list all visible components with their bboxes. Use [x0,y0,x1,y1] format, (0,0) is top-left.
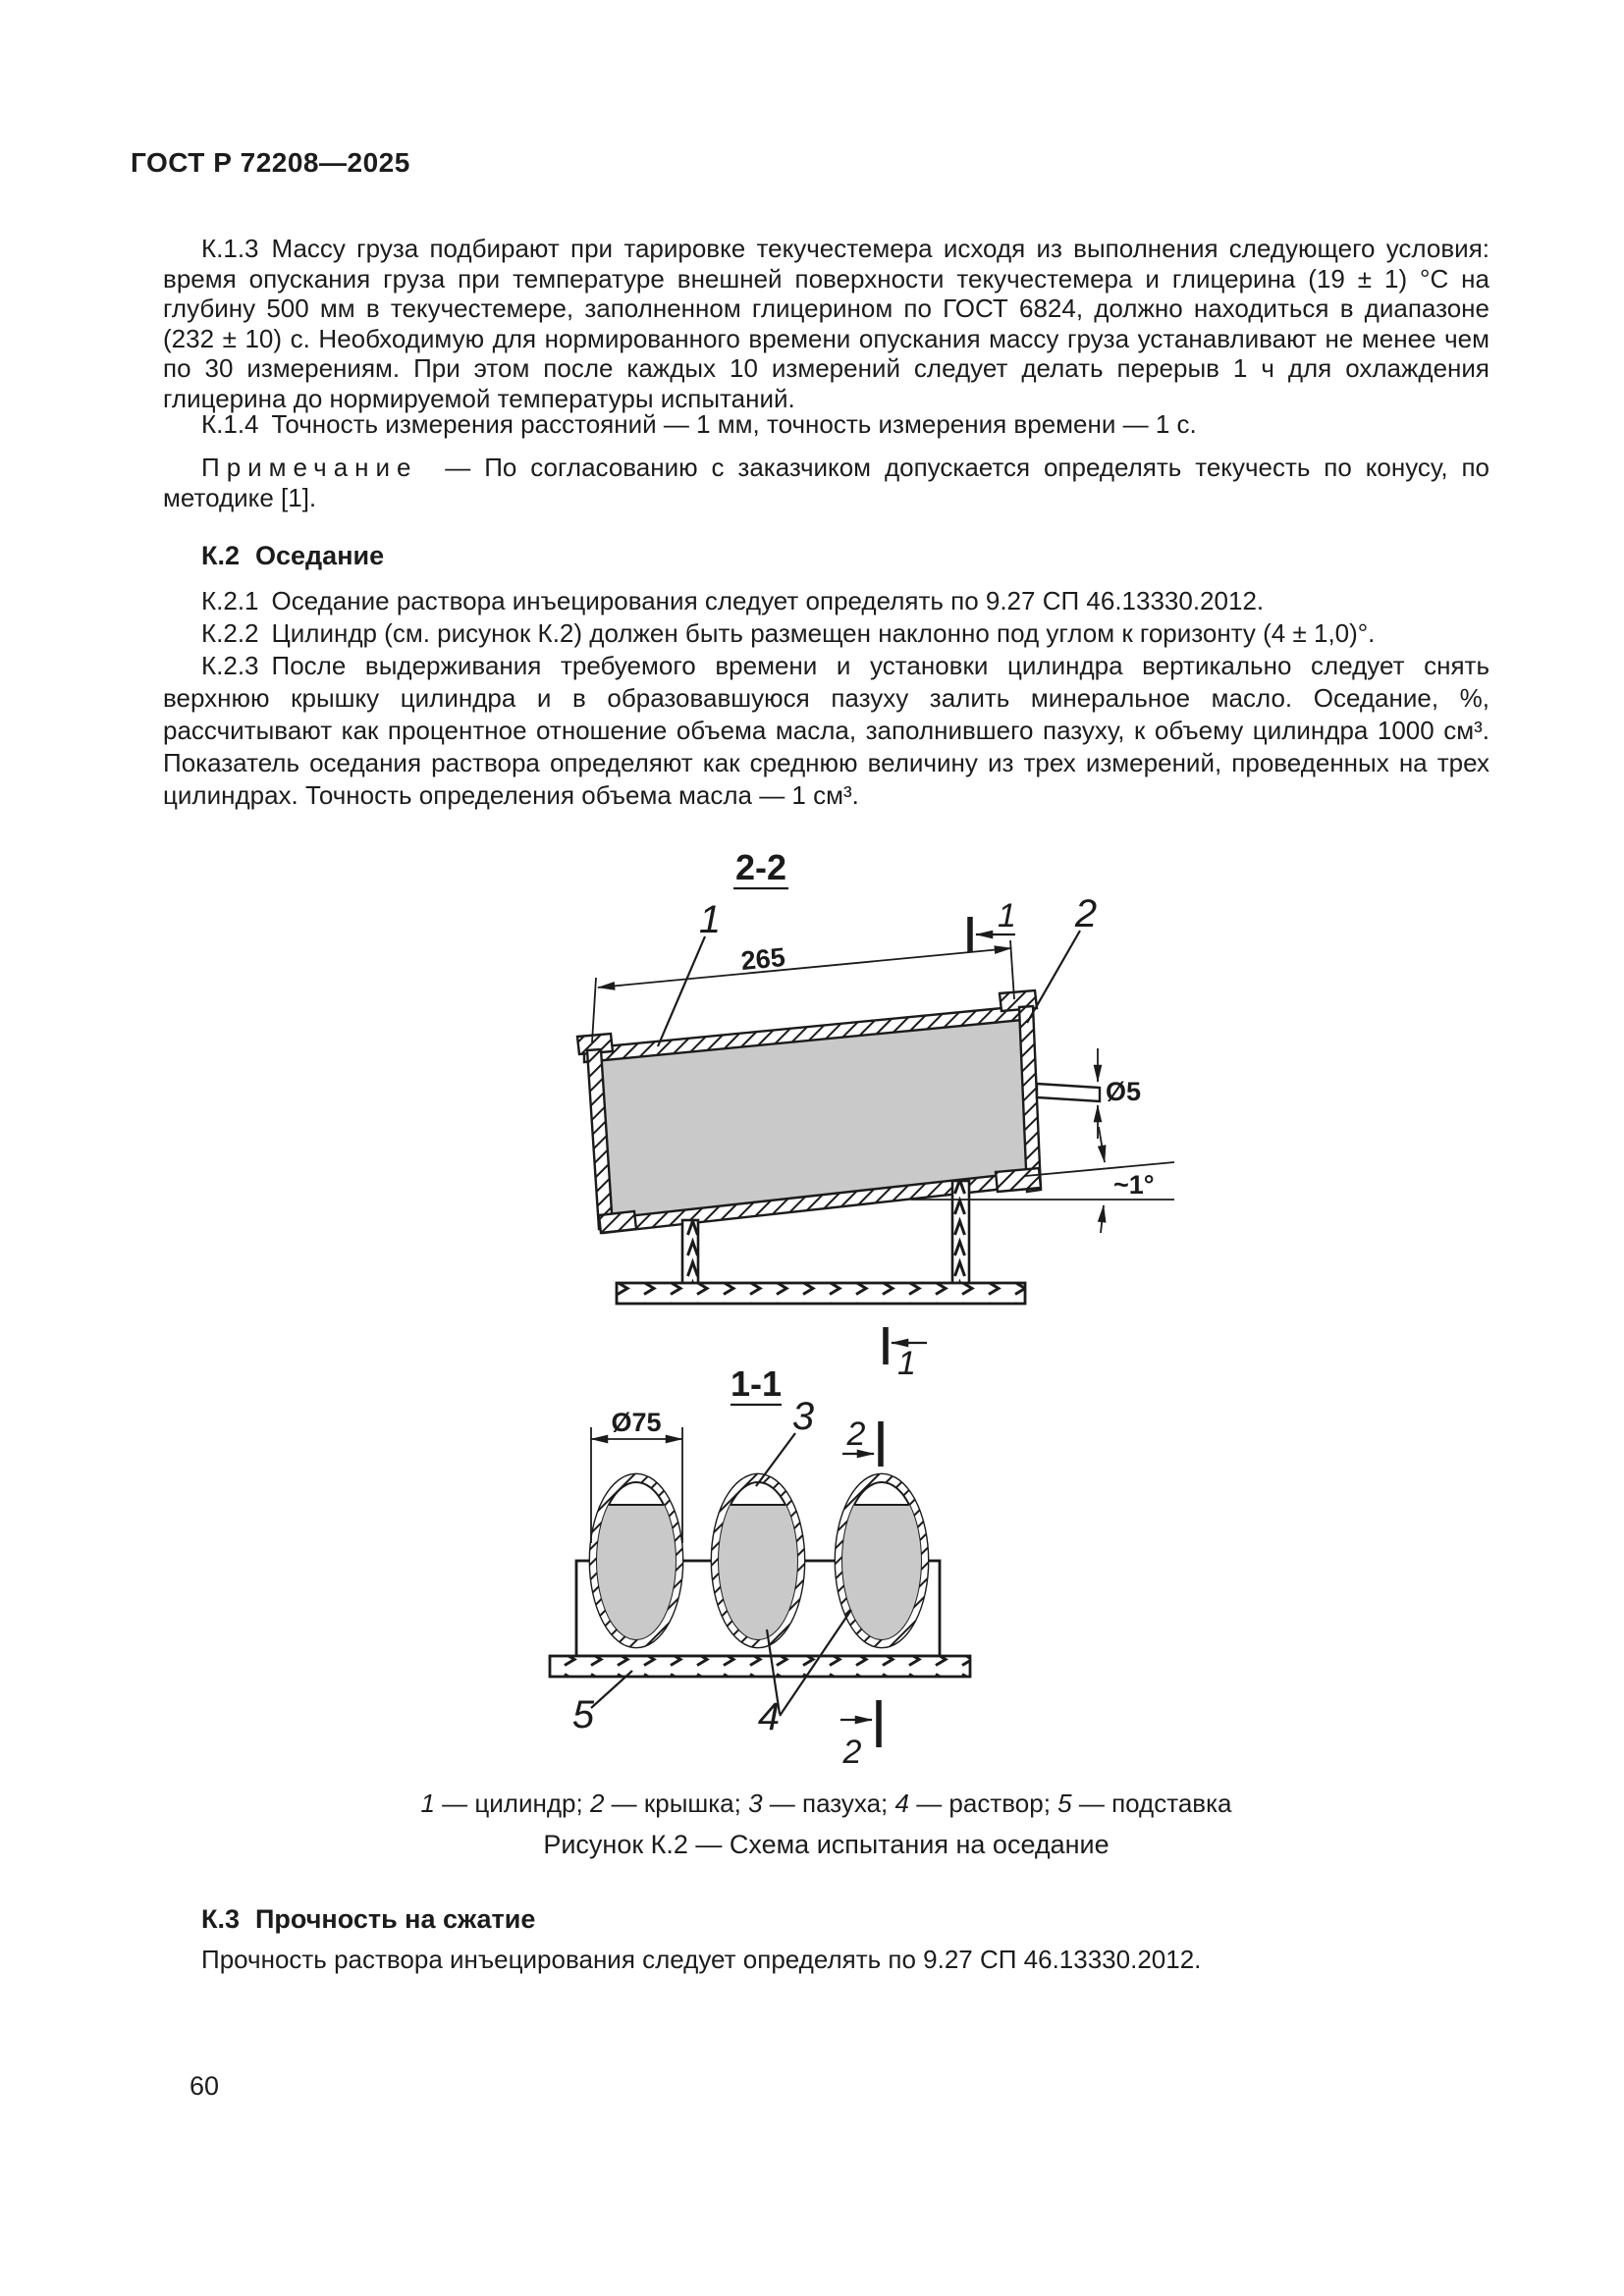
legend-item-number: 5 [1057,1789,1072,1818]
base-plate-view2 [550,1656,970,1677]
paragraph-k21: К.2.1 Оседание раствора инъецирования следует определять по 9.27 СП 46.13330.2012. [201,586,1265,615]
page-number: 60 [189,2071,220,2101]
paragraph-k14: К.1.4 Точность измерения расстояний — 1 мм, точность измерения времени — 1 с. [201,409,1197,439]
heading-k2-number: К.2 [201,541,240,570]
callout-3-leader [756,1433,795,1486]
section-mark-2-top [842,1415,881,1467]
section-mark-1-top [970,897,1016,952]
dimension-tube-diameter [1098,1048,1141,1139]
note-label: Примечание [201,453,418,482]
dimension-diameter-label: Ø75 [611,1408,662,1437]
callout-1-leader [658,936,705,1046]
note-block [163,453,1489,512]
dimension-265-label: 265 [739,941,786,977]
legend-item-number: 2 [589,1789,605,1818]
heading-k2-title: Оседание [255,541,385,570]
callout-2-leader [1027,931,1080,1023]
section-mark-2-bottom [840,1700,879,1771]
view-2-2-title: 2-2 [734,847,787,887]
paragraph-k13: К.1.3 Массу груза подбирают при тарировке текучестемера исходя из выполнения следующего условия: время опускания груза при температуре внешней поверхности текучестемера и глицерина (19 ± 1) °С на глубину 500 мм в текучестемере, заполненном глицерином по ГОСТ 6824, должно находиться в диапазоне (232 ± 10) с. Необходимую для нормированного времени опускания массу груза устанавливают не менее чем по 30 измерениям. При этом после каждых 10 измерений следует делать перерыв 1 ч для охлаждения глицерина до нормируемой температуры испытаний. [163,234,1489,413]
figure-k2 [535,834,1183,1777]
heading-k3-title: Прочность на сжатие [255,1904,536,1934]
callout-3: 3 [791,1395,815,1438]
heading-k3-number: К.3 [201,1904,240,1934]
legend-item-number: 3 [748,1789,763,1818]
paragraph-k3: Прочность раствора инъецирования следует определять по 9.27 СП 46.13330.2012. [201,1945,1202,1974]
section-mark-1-bottom [886,1327,927,1382]
cylinder-section-3 [836,1474,928,1647]
heading-k2 [163,541,1489,571]
section-mark-2-top-label: 2 [846,1415,866,1453]
note-paragraph [163,453,1489,512]
callout-1: 1 [698,898,722,941]
section-mark-2-bottom-label: 2 [842,1734,862,1771]
callout-2: 2 [1074,892,1098,935]
callout-4: 4 [757,1695,781,1738]
outlet-tube [1037,1084,1100,1101]
view-2-2 [577,847,1174,1382]
view-1-1 [550,1363,970,1771]
callout-5: 5 [571,1693,595,1736]
section-mark-1-bottom-label: 1 [897,1345,916,1382]
paragraph-k22: К.2.2 Цилиндр (см. рисунок К.2) должен быть размещен наклонно под углом к горизонту (4 ± 1,0)°. [201,618,1376,648]
figure-caption: Рисунок К.2 — Схема испытания на оседание [543,1830,1110,1859]
cylinder-section-1 [590,1474,682,1647]
paragraph-k23: К.2.3 После выдерживания требуемого времени и установки цилиндра вертикально следует снять верхнюю крышку цилиндра и в образовавшуюся пазуху залить минеральное масло. Оседание, %, рассчитывают как процентное отношение объема масла, заполнившего пазуху, к объему цилиндра 1000 см³. Показатель оседания раствора определяют как среднюю величину из трех измерений, проведенных на трех цилиндрах. Точность определения объема масла — 1 см³. [163,651,1489,810]
dimension-angle-label: ~1° [1113,1170,1155,1200]
legend-item-number: 4 [894,1789,909,1818]
dimension-tube-label: Ø5 [1106,1077,1142,1106]
section-k2-paragraphs [163,585,1489,812]
section-k1-paragraphs [163,234,1489,413]
figure-k2-drawing [535,834,1183,1777]
heading-k3 [163,1904,1489,1935]
base-plate-view1 [617,1283,1025,1304]
section-k3-paragraph-wrap [163,1945,1489,1975]
stand-leg-left [682,1220,698,1285]
paragraph-k14-wrap [163,409,1489,440]
document-code-header: ГОСТ Р 72208—2025 [131,147,410,178]
figure-legend: 1 — цилиндр; 2 — крышка; 3 — пазуха; 4 — раствор; 5 — подставка [420,1789,1232,1818]
stand-leg-right [952,1181,969,1285]
section-mark-1-top-label: 1 [998,897,1016,934]
bottom-right-flange [996,1168,1041,1192]
bottom-left-flange [599,1211,636,1233]
note-text: — По согласованию с заказчиком допускается определять текучесть по конусу, по методике [1]. [163,453,1489,512]
view-1-1-title: 1-1 [730,1363,783,1404]
legend-item-number: 1 [420,1789,435,1818]
cylinder-section-2 [712,1474,804,1647]
